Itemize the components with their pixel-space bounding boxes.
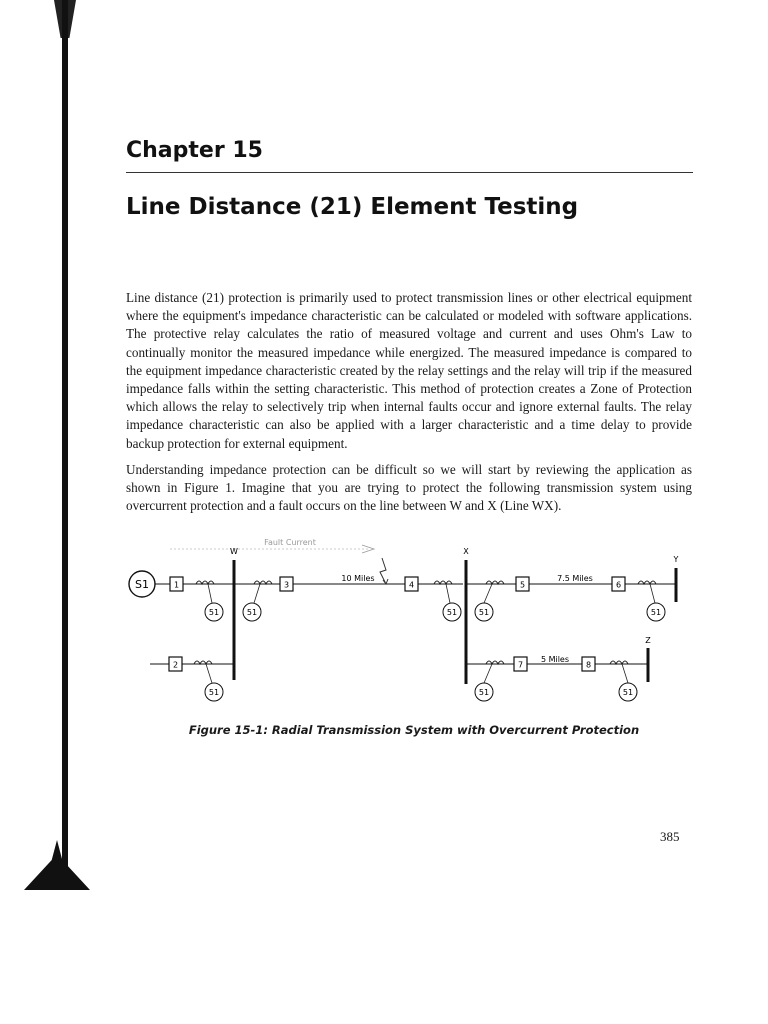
svg-text:51: 51 bbox=[208, 688, 220, 697]
source-label: S1 bbox=[135, 578, 149, 591]
ct-6 bbox=[638, 581, 665, 621]
ct-5 bbox=[475, 581, 504, 621]
svg-text:4: 4 bbox=[408, 580, 415, 590]
svg-text:51: 51 bbox=[478, 608, 490, 617]
ct-8 bbox=[610, 661, 637, 701]
svg-text:51: 51 bbox=[622, 688, 634, 697]
breaker-8 bbox=[582, 657, 595, 671]
fault-current-label: Fault Current bbox=[264, 538, 316, 547]
body-paragraph-2: Understanding impedance protection can be difficult so we will start by reviewing the application as shown in Figure 1. Imagine that you are trying to protect the following transmission system using overcurrent protection and a fault occurs on the line between W and X (Line WX). bbox=[126, 462, 692, 514]
breaker-3 bbox=[280, 577, 293, 591]
ct-3 bbox=[243, 581, 272, 621]
svg-text:2: 2 bbox=[172, 660, 179, 670]
figure-caption: Figure 15-1: Radial Transmission System with Overcurrent Protection bbox=[188, 723, 640, 737]
one-line-diagram bbox=[120, 536, 690, 706]
chapter-title: Line Distance (21) Element Testing bbox=[126, 194, 579, 220]
binding-edge-foot bbox=[24, 840, 90, 890]
breaker-5 bbox=[516, 577, 529, 591]
source-s1 bbox=[129, 571, 155, 597]
svg-text:51: 51 bbox=[650, 608, 662, 617]
bus-label-z: Z bbox=[645, 636, 651, 645]
breaker-1 bbox=[170, 577, 183, 591]
bus-label-w: W bbox=[230, 547, 238, 556]
svg-text:51: 51 bbox=[208, 608, 220, 617]
ct-2 bbox=[194, 661, 223, 701]
breaker-2 bbox=[169, 657, 182, 671]
svg-text:5: 5 bbox=[519, 580, 526, 590]
line-label-wx: 10 Miles bbox=[341, 574, 375, 583]
chapter-label: Chapter 15 bbox=[126, 138, 263, 163]
bus-label-x: X bbox=[463, 547, 469, 556]
svg-text:1: 1 bbox=[173, 580, 180, 590]
svg-text:51: 51 bbox=[446, 608, 458, 617]
fault-current-arrow bbox=[170, 538, 374, 553]
ct-4 bbox=[434, 581, 461, 621]
svg-text:3: 3 bbox=[283, 580, 290, 590]
breaker-4 bbox=[405, 577, 418, 591]
svg-text:7: 7 bbox=[517, 660, 524, 670]
bus-label-y: Y bbox=[673, 555, 679, 564]
breaker-7 bbox=[514, 657, 527, 671]
page-number: 385 bbox=[660, 829, 680, 844]
svg-text:6: 6 bbox=[615, 580, 622, 590]
svg-text:51: 51 bbox=[246, 608, 258, 617]
svg-text:51: 51 bbox=[478, 688, 490, 697]
ct-1 bbox=[196, 581, 223, 621]
line-label-xy: 7.5 Miles bbox=[557, 574, 593, 583]
body-paragraph-1: Line distance (21) protection is primarily used to protect transmission lines or other electrical equipment where the equipment's impedance characteristic can be calculated or modeled with software applications. The protective relay calculates the ratio of measured voltage and current and uses Ohm's Law to continually monitor the measured impedance while energized. The measured impedance is compared to the equipment impedance characteristic created by the relay settings and the relay will trip if the measured impedance falls within the setting characteristic. This method of protection creates a Zone of Protection which allows the relay to selectively trip when internal faults occur and ignore external faults. The relay impedance characteristic can also be applied with a larger characteristic and a time delay to provide backup protection for external equipment. bbox=[126, 290, 692, 451]
fault-icon bbox=[380, 558, 388, 584]
chapter-rule bbox=[126, 172, 693, 173]
line-label-xz: 5 Miles bbox=[540, 655, 570, 664]
binding-edge bbox=[62, 0, 68, 870]
breaker-6 bbox=[612, 577, 625, 591]
svg-text:8: 8 bbox=[585, 660, 592, 670]
ct-7 bbox=[475, 661, 504, 701]
